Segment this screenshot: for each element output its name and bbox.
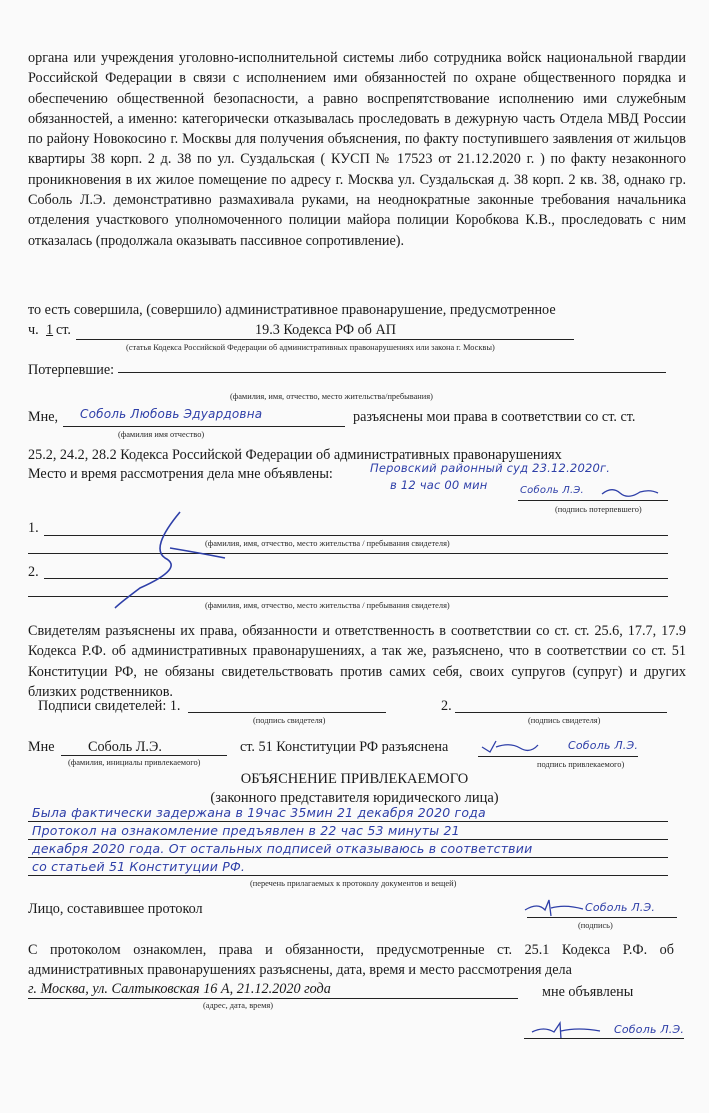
witness-rights-paragraph: Свидетелям разъяснены их права, обязанности и ответственность в соответствии со ст. ст. 25.6, 17.7, 17.9 Кодекса Р.Ф. об административных правонарушениях, а так же, разъяснено, что в соответствии со ст. 51 Конституции РФ, не обязаны свидетельствовать против самих себя, своих супругов (супруг) и других близких родственников. (28, 623, 686, 700)
art51-signature-caption: подпись привлекаемого) (537, 760, 625, 769)
witness-signature-1-caption: (подпись свидетеля) (253, 716, 326, 725)
art51-name: Соболь Л.Э. (88, 739, 162, 755)
hearing-signature-scribble (600, 484, 660, 500)
explanation-hand-line-1: Была фактически задержана в 19час 35мин 21 декабря 2020 года (32, 805, 486, 820)
hearing-handwritten-line1: Перовский районный суд 23.12.2020г. (370, 461, 611, 475)
witness-strikeout-scribble (110, 508, 230, 613)
place-date-line (28, 998, 518, 999)
explanation-hand-line-3: декабря 2020 года. От остальных подписей отказываюсь в соответствии (32, 841, 533, 856)
announced-text: мне объявлены (542, 984, 634, 1000)
explanation-title: ОБЪЯСНЕНИЕ ПРИВЛЕКАЕМОГО (240, 771, 469, 787)
witness-1-caption: (фамилия, имя, отчество, место жительства / пребывания свидетеля) (205, 539, 450, 548)
part-prefix: ч. (28, 322, 39, 338)
composer-signature: Соболь Л.Э. (585, 901, 656, 914)
composer-signature-line (527, 917, 677, 918)
composer-signature-scribble (523, 898, 585, 918)
witness-2-number: 2. (28, 564, 39, 580)
article-value: 19.3 Кодекса РФ об АП (255, 322, 396, 338)
rights-suffix: разъяснены мои права в соответствии со ст. ст. (353, 409, 636, 425)
explanation-caption: (перечень прилагаемых к протоколу документов и вещей) (250, 879, 457, 888)
composer-label: Лицо, составившее протокол (28, 901, 203, 917)
witness-signature-2-number: 2. (441, 698, 452, 714)
handwritten-full-name: Соболь Любовь Эдуардовна (80, 407, 263, 421)
part-number: 1 (46, 322, 54, 338)
article-caption: (статья Кодекса Российской Федерации об административных правонарушениях или закона г. Москвы) (126, 343, 495, 352)
acknowledgement-signature: Соболь Л.Э. (614, 1023, 685, 1036)
explanation-subtitle: (законного представителя юридического лица) (210, 790, 499, 806)
witness-signature-1-line (188, 712, 386, 713)
offense-intro: то есть совершила, (совершило) административное правонарушение, предусмотренное (28, 302, 556, 318)
witness-signatures-label: Подписи свидетелей: 1. (38, 698, 181, 714)
art51-signature-scribble (480, 738, 540, 756)
hearing-signature: Соболь Л.Э. (520, 485, 584, 496)
article-line (76, 339, 574, 340)
offense-description-paragraph: органа или учреждения уголовно-исполнительной системы либо сотрудника войск национальной гвардии Российской Федерации в связи с исполнением ими обязанностей по охране общественного порядка и обеспечению общественной безопасности, а равно воспрепятствование исполнению ими служебным обязанностей, а именно: категорически отказывалась проследовать в дежурную часть Отдела МВД России по району Новокосино г. Москвы для получения объяснения, по факту поступившего заявления от жильцов квартиры 38 корп. 2 д. 38 по ул. Суздальская ( КУСП № 17523 от 21.12.2020 г. ) по факту незаконного проникновения в их жилое помещение по адресу г. Москва ул. Суздальская д. 38 корп. 2 кв. 38, однако гр. Соболь Л.Э. демонстративно размахивала руками, на неоднократные законные требования начальника отделения участкового уполномоченного полиции майора полиции Коробкова К.В., проследовать с ним отказалась (продолжала оказывать пассивное сопротивление). (28, 50, 686, 249)
witness-signature-2-caption: (подпись свидетеля) (528, 716, 601, 725)
victims-line (118, 372, 666, 373)
acknowledgement-paragraph: С протоколом ознакомлен, права и обязанности, предусмотренные ст. 25.1 Кодекса Р.Ф. об административных правонарушениях разъяснены, дата, время и место рассмотрения дела (28, 942, 674, 979)
explanation-line-4 (28, 875, 668, 876)
hearing-signature-line (518, 500, 668, 501)
explanation-line-1 (28, 821, 668, 822)
composer-signature-caption: (подпись) (578, 921, 613, 930)
place-date: г. Москва, ул. Салтыковская 16 А, 21.12.2020 года (28, 981, 331, 997)
witness-2-caption: (фамилия, имя, отчество, место жительства / пребывания свидетеля) (205, 601, 450, 610)
victims-caption: (фамилия, имя, отчество, место жительства/пребывания) (230, 392, 433, 401)
hearing-handwritten-line2: в 12 час 00 мин (390, 478, 488, 492)
rights-articles: 25.2, 24.2, 28.2 Кодекса Российской Федерации об административных правонарушениях (28, 447, 562, 463)
art51-text: ст. 51 Конституции РФ разъяснена (240, 739, 449, 755)
art51-signature-line (478, 756, 638, 757)
victims-label: Потерпевшие: (28, 362, 115, 378)
rights-name-line (63, 426, 345, 427)
art51-name-caption: (фамилия, инициалы привлекаемого) (68, 758, 201, 767)
acknowledgement-signature-line (524, 1038, 684, 1039)
explanation-line-3 (28, 857, 668, 858)
witness-1-number: 1. (28, 520, 39, 536)
explanation-hand-line-4: со статьей 51 Конституции РФ. (32, 859, 246, 874)
rights-name-caption: (фамилия имя отчество) (118, 430, 205, 439)
explanation-hand-line-2: Протокол на ознакомление предъявлен в 22 час 53 минуты 21 (32, 823, 460, 838)
art51-prefix: Мне (28, 739, 55, 755)
hearing-signature-caption: (подпись потерпевшего) (555, 505, 642, 514)
article-prefix: ст. (56, 322, 71, 338)
explanation-line-2 (28, 839, 668, 840)
place-date-caption: (адрес, дата, время) (203, 1001, 274, 1010)
art51-handwritten-signature: Соболь Л.Э. (568, 739, 639, 752)
rights-prefix: Мне, (28, 409, 59, 425)
hearing-label: Место и время рассмотрения дела мне объявлены: (28, 466, 333, 482)
witness-signature-2-line (455, 712, 667, 713)
